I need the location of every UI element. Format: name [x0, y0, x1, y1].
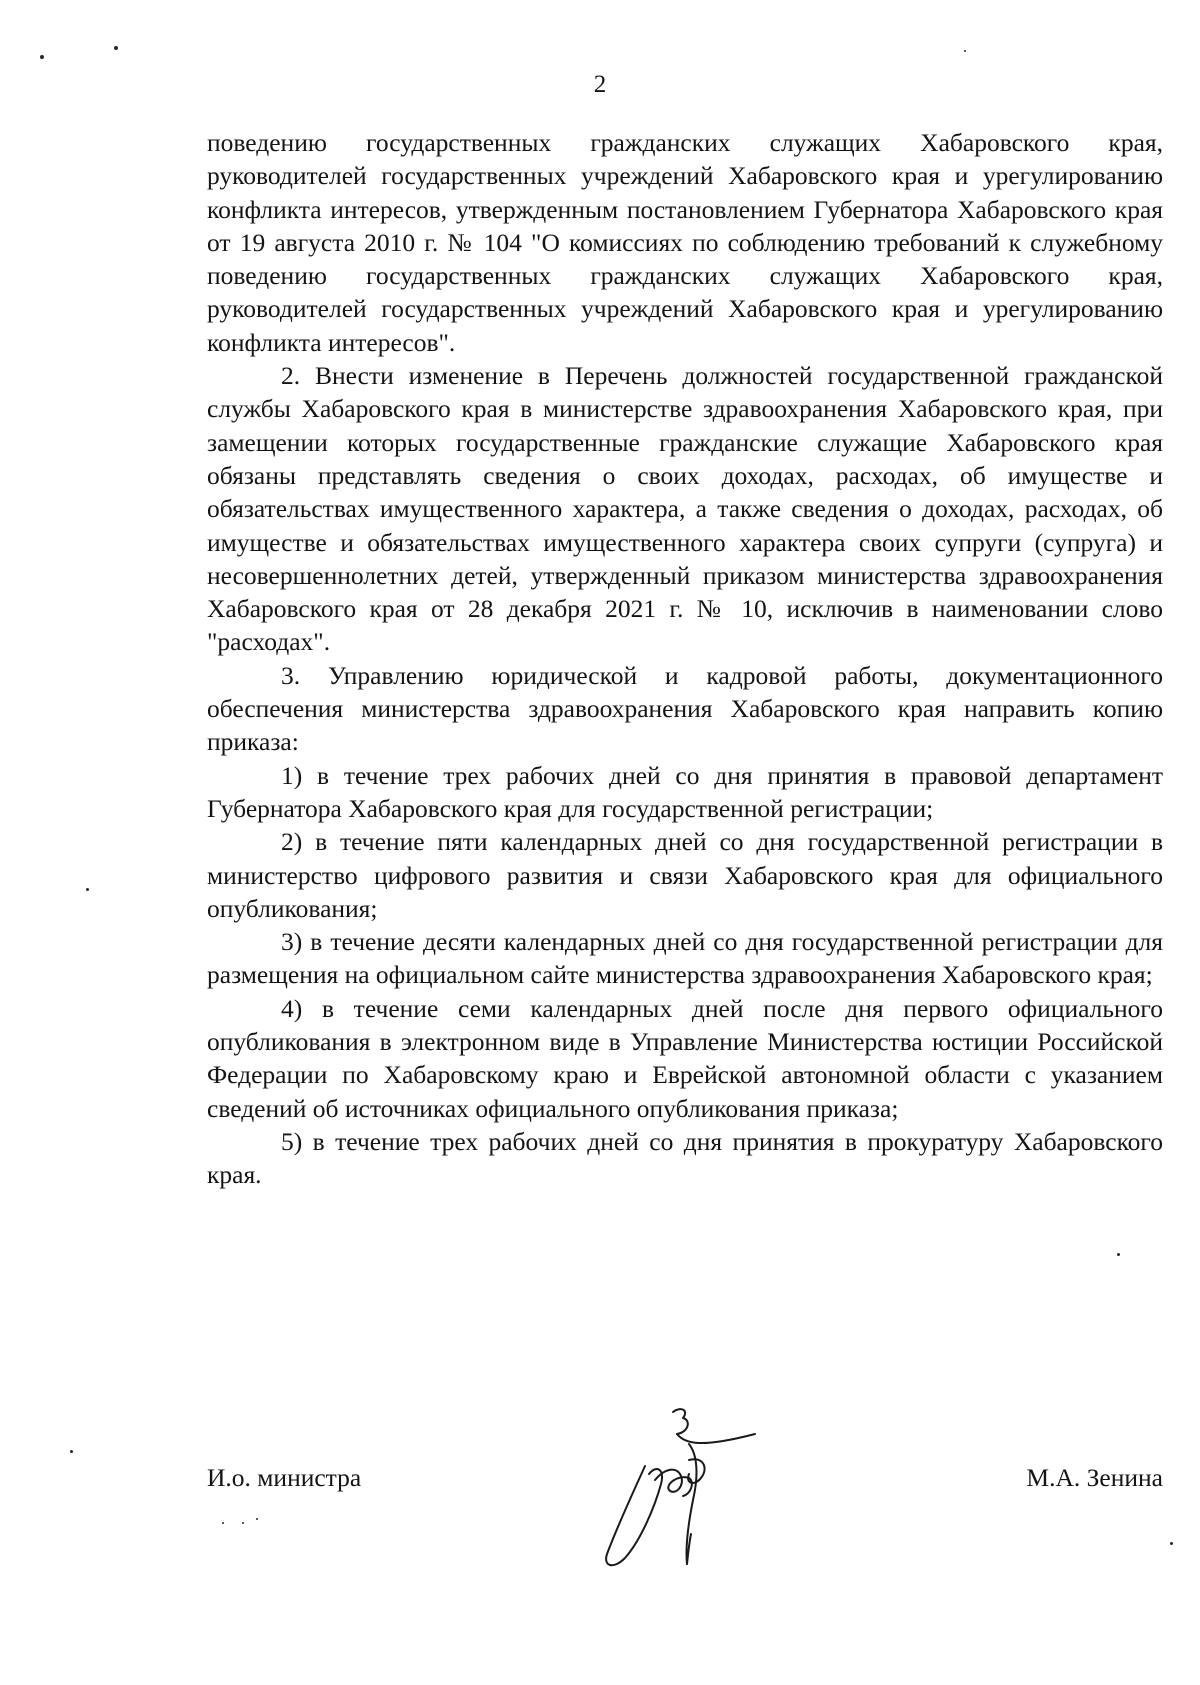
- handwritten-signature-icon: [585, 1404, 760, 1574]
- paragraph-item-2: 2. Внести изменение в Перечень должностей государственной гражданской службы Хабаровского края в министерстве здравоохранения Хабаровского края, при замещении которых государственные гражданские служащие Хабаровского края обязаны представлять сведения о своих доходах, расходах, об имуществе и обязательствах имущественного характера, а также сведения о доходах, расходах, об имуществе и обязательствах имущественного характера своих супруги (супруга) и несовершеннолетних детей, утвержденный приказом министерства здравоохранения Хабаровского края от 28 декабря 2021 г. № 10, исключив в наименовании слово "расходах".: [207, 361, 1163, 657]
- scan-speck: [114, 46, 118, 50]
- scan-speck: [86, 888, 89, 891]
- subitem-4: 4) в течение семи календарных дней после дня первого официального опубликования в электронном виде в Управление Министерства юстиции Российской Федерации по Хабаровскому краю и Еврейской автономной области с указанием сведений об источниках официального опубликования приказа;: [207, 993, 1163, 1123]
- subitem-1: 1) в течение трех рабочих дней со дня принятия в правовой департамент Губернатора Хабаровского края для государственной регистрации;: [207, 760, 1163, 823]
- document-body: [207, 126, 1163, 1192]
- paragraph-continuation: поведению государственных гражданских служащих Хабаровского края, руководителей государственных учреждений Хабаровского края и урегулированию конфликта интересов, утвержденным постановлением Губернатора Хабаровского края от 19 августа 2010 г. № 104 "О комиссиях по соблюдению требований к служебному поведению государственных гражданских служащих Хабаровского края, руководителей государственных учреждений Хабаровского края и урегулированию конфликта интересов".: [207, 128, 1163, 357]
- page-number: 2: [593, 71, 607, 98]
- scan-speck: [256, 1518, 258, 1520]
- paragraph-item-3: 3. Управлению юридической и кадровой работы, документационного обеспечения министерства здравоохранения Хабаровского края направить копию приказа:: [207, 660, 1163, 757]
- subitem-2: 2) в течение пяти календарных дней со дня государственной регистрации в министерство цифрового развития и связи Хабаровского края для официального опубликования;: [207, 827, 1163, 923]
- scan-speck: [242, 1522, 244, 1524]
- scan-speck: [70, 1450, 73, 1453]
- scan-speck: [964, 50, 966, 52]
- scan-speck: [40, 55, 44, 59]
- scan-speck: [222, 1522, 224, 1524]
- subitem-5: 5) в течение трех рабочих дней со дня принятия в прокуратуру Хабаровского края.: [207, 1126, 1163, 1190]
- subitem-3: 3) в течение десяти календарных дней со дня государственной регистрации для размещения на официальном сайте министерства здравоохранения Хабаровского края;: [207, 927, 1163, 990]
- scan-speck: [1170, 1542, 1173, 1545]
- signer-position: И.о. министра: [207, 1463, 362, 1492]
- scan-speck: [1117, 1253, 1120, 1256]
- signer-name: М.А. Зенина: [1026, 1463, 1163, 1492]
